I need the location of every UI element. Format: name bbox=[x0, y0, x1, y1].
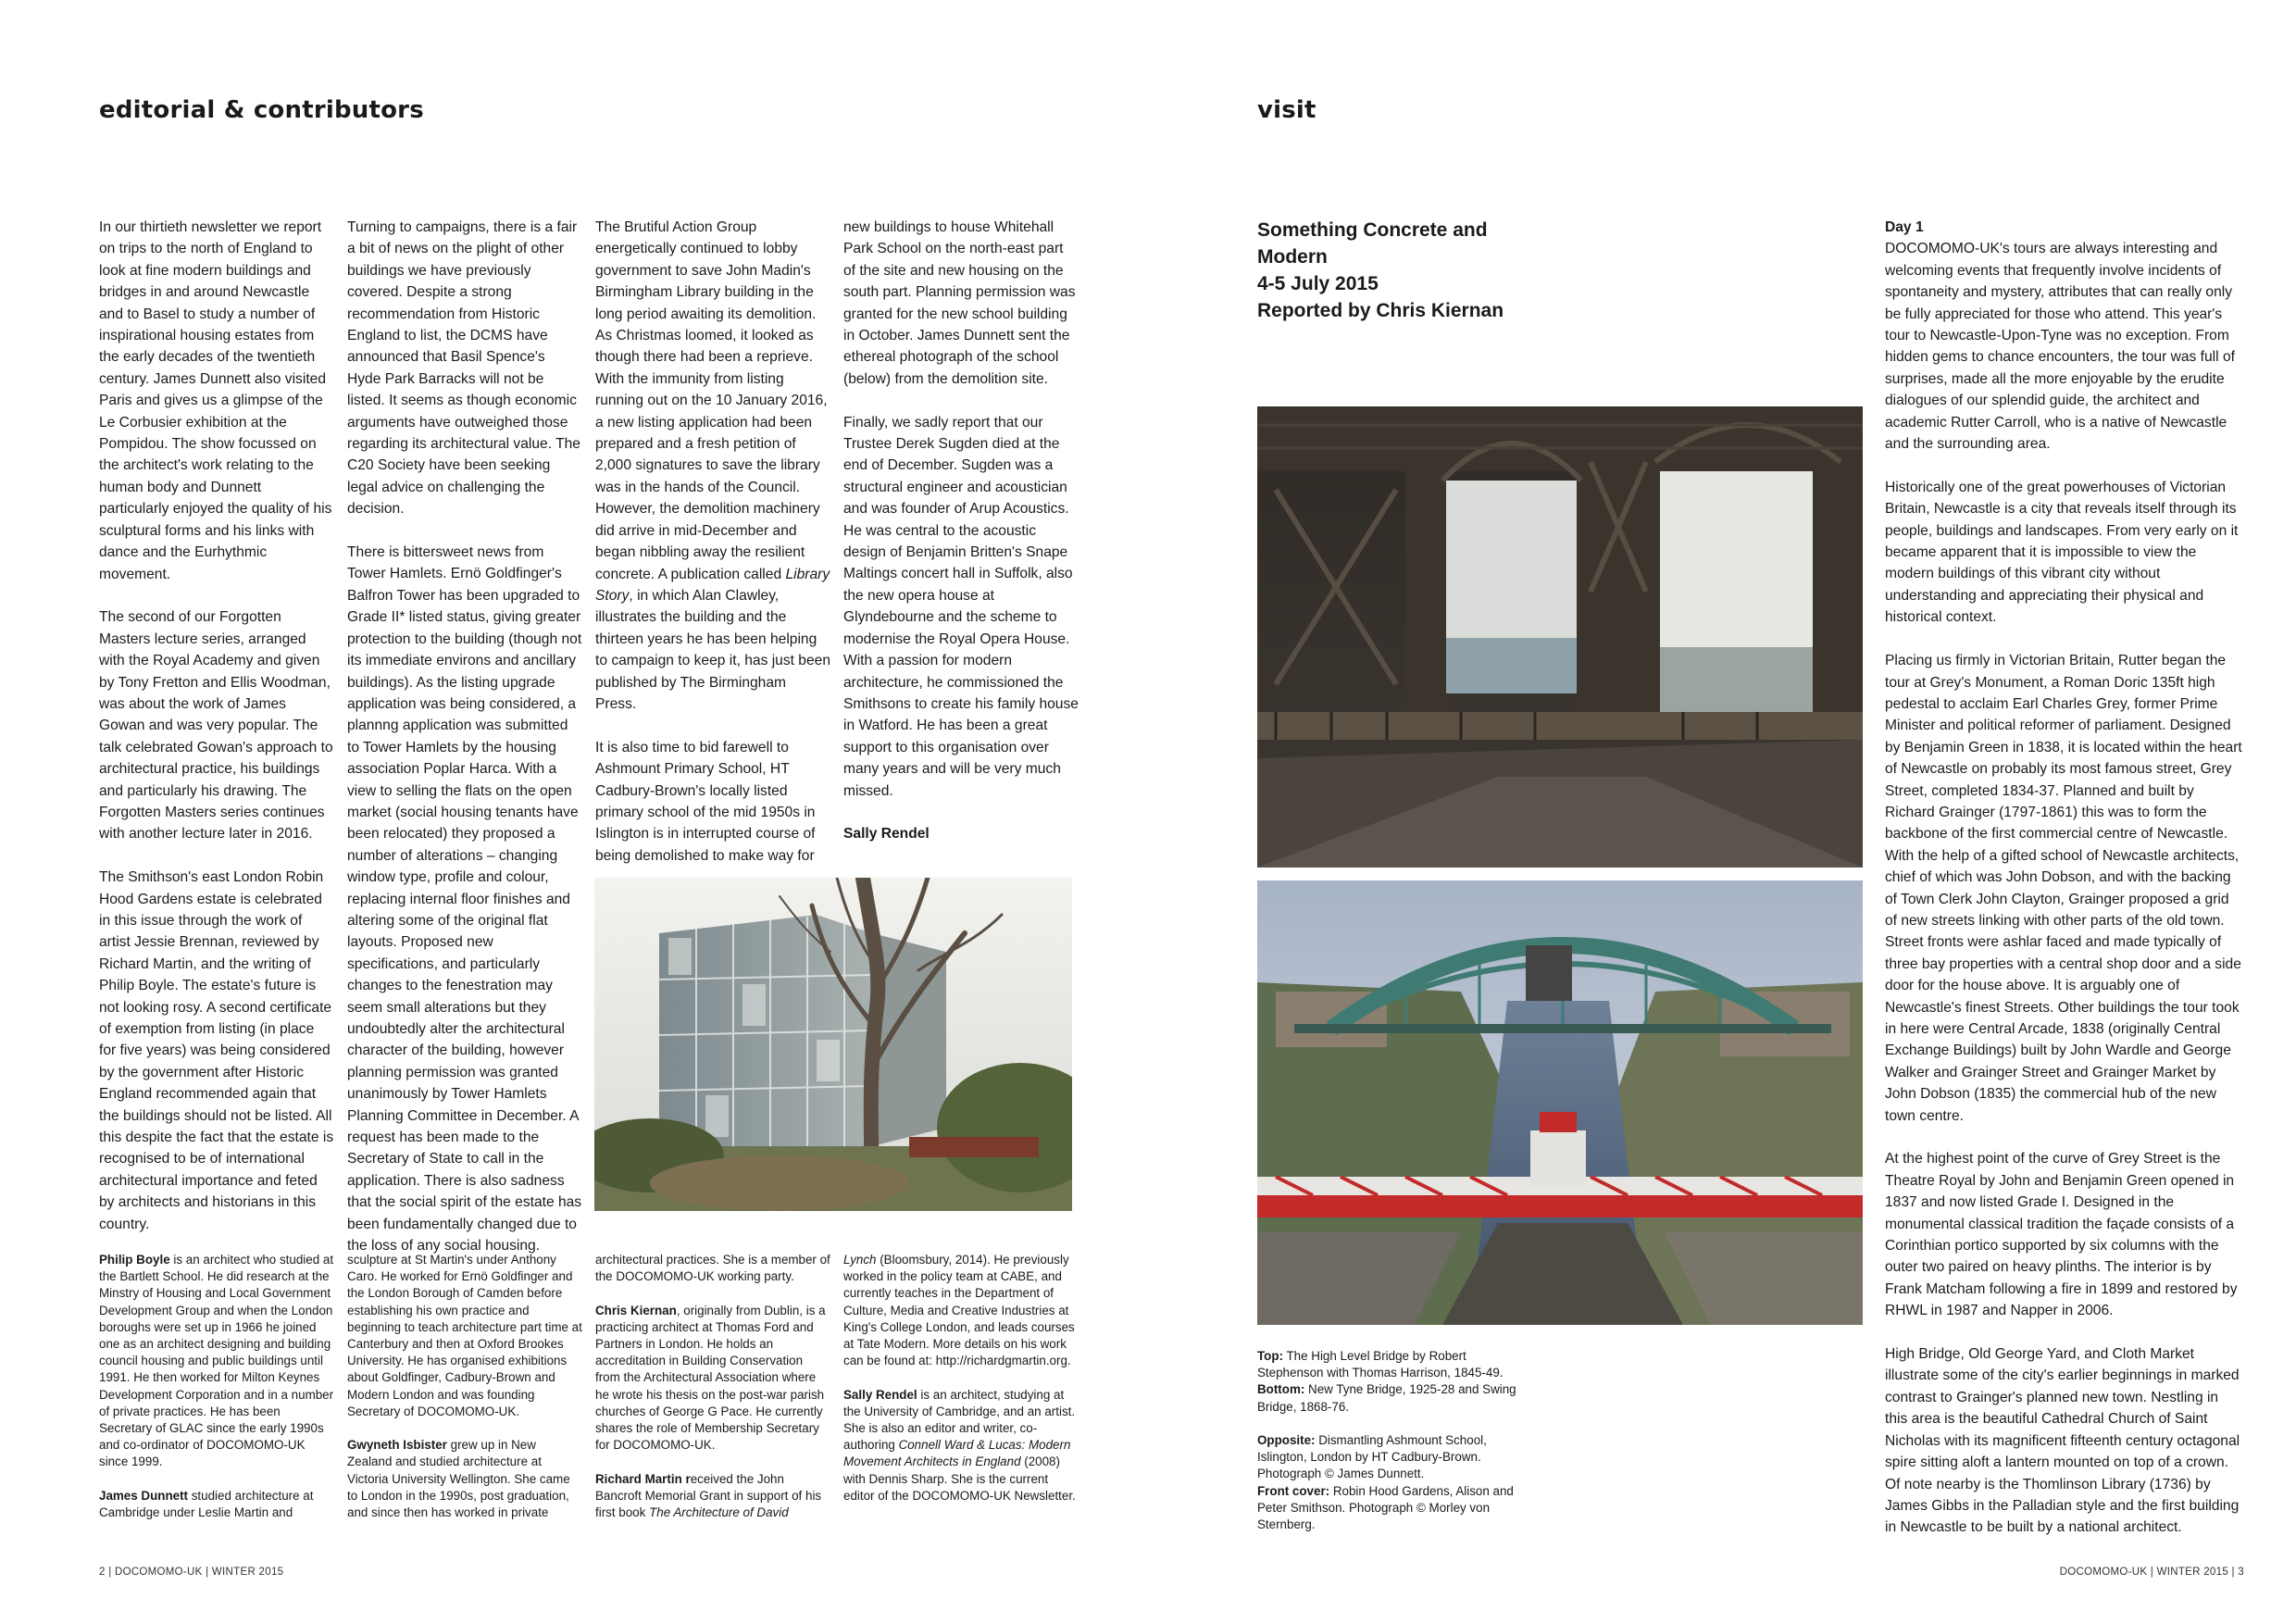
ashmount-school-photo bbox=[594, 878, 1072, 1211]
paragraph: The Smithson's east London Robin Hood Gardens estate is celebrated in this issue through the work of artist Jessie Brennan, reviewed by Richard Martin, and the writing of Philip Boyle. The estate's future is not looking rosy. A second certificate of exemption from listing (in place for five years) was being considered by the government after Historic England recommended again that the buildings should not be listed. All this despite the fact that the estate is recognised to be of international architectural importance and feted by architects and historians in this country. bbox=[99, 869, 334, 1232]
bio-column-4 bbox=[843, 1252, 1079, 1504]
paragraph: At the highest point of the curve of Grey Street is the Theatre Royal by John and Benjamin Green opened in 1837 and now listed Grade I. Designed in the monumental classical tradition the façade consists of a Corinthian portico supported by six columns with the outer two paired on heavy plinths. The interior is by Frank Matcham following a fire in 1899 and restored by RHWL in 1987 and Napper in 2006. bbox=[1885, 1151, 2238, 1319]
caption-front-cover: Front cover: Robin Hood Gardens, Alison and Peter Smithson. Photograph © Morley von Sternberg. bbox=[1257, 1483, 1514, 1532]
editorial-column-3 bbox=[595, 217, 830, 867]
right-page-heading: visit bbox=[1257, 96, 1316, 124]
bio-column-1 bbox=[99, 1252, 334, 1521]
bio-chris-kiernan: Chris Kiernan, originally from Dublin, is a practicing architect at Thomas Ford and Partners in London. He holds an accreditation in Building Conservation from the Architectural Association where he wrote his thesis on the post-war parish churches of George G Pace. He currently shares the role of Membership Secretary for DOCOMOMO-UK. bbox=[595, 1303, 826, 1453]
bio-gwyneth-isbister: Gwyneth Isbister grew up in New Zealand and studied architecture at Victoria University Wellington. She came to London in the 1990s, post graduation, and since then has worked in private bbox=[347, 1438, 570, 1520]
bio-richard-martin: Richard Martin received the John Bancroft Memorial Grant in support of his first book The Architecture of David bbox=[595, 1471, 822, 1520]
paragraph: Turning to campaigns, there is a fair a bit of news on the plight of other buildings we have previously covered. Despite a strong recommendation from Historic England to list, the DCMS have announced that Basil Spence's Hyde Park Barracks will not be listed. It seems as though economic arguments have outweighed those regarding its architectural value. The C20 Society have been seeking legal advice on challenging the decision. bbox=[347, 219, 580, 518]
bio-richard-martin-cont: Lynch (Bloomsbury, 2014). He previously worked in the policy team at CABE, and currently teaches in the Department of Culture, Media and Creative Industries at King's College London, and leads courses at Tate Modern. More details on his work can be found at: http://richardgmartin.org. bbox=[843, 1253, 1075, 1368]
paragraph: Historically one of the great powerhouses of Victorian Britain, Newcastle is a city that reveals itself through its people, buildings and landscapes. From very early on it became apparent that it is impossible to view the modern buildings of this vibrant city without understanding and appreciating their physical and historical context. bbox=[1885, 479, 2239, 626]
photo-caption bbox=[1257, 1348, 1535, 1533]
editorial-column-1 bbox=[99, 217, 334, 1235]
paragraph: It is also time to bid farewell to Ashmount Primary School, HT Cadbury-Brown's locally listed primary school of the mid 1950s in Islington is in interrupted course of being demolished to make way for bbox=[595, 739, 816, 864]
editorial-column-2 bbox=[347, 217, 582, 1256]
editorial-column-4 bbox=[843, 217, 1079, 845]
visit-title-line: 4-5 July 2015 bbox=[1257, 273, 1379, 294]
signature: Sally Rendel bbox=[843, 826, 930, 843]
right-page-footer: DOCOMOMO-UK | WINTER 2015 | 3 bbox=[2059, 1567, 2244, 1578]
visit-title-line: Something Concrete and bbox=[1257, 219, 1488, 241]
visit-title bbox=[1257, 217, 1535, 324]
caption-top: Top: The High Level Bridge by Robert Stephenson with Thomas Harrison, 1845-49. bbox=[1257, 1349, 1504, 1380]
visit-body-column bbox=[1885, 217, 2244, 1539]
bio-column-2 bbox=[347, 1252, 582, 1521]
paragraph: DOCOMOMO-UK's tours are always interesting and welcoming events that frequently involve incidents of spontaneity and mystery, attributes that can really only be fully appreciated for those who attend. This year's tour to Newcastle-Upon-Tyne was no exception. From hidden gems to chance encounters, the tour was full of surprises, made all the more enjoyable by the erudite dialogues of our splendid guide, the architect and academic Rutter Carroll, who is a native of Newcastle and the surrounding area. bbox=[1885, 241, 2235, 453]
bio-james-dunnett-cont: sculpture at St Martin's under Anthony Caro. He worked for Ernö Goldfinger and the London Borough of Camden before establishing his own practice and beginning to teach architecture part time at Canterbury and then at Oxford Brookes University. He has organised exhibitions about Goldfinger, Cadbury-Brown and Modern London and was founding Secretary of DOCOMOMO-UK. bbox=[347, 1253, 582, 1418]
day-label: Day 1 bbox=[1885, 219, 1924, 235]
paragraph: Placing us firmly in Victorian Britain, Rutter began the tour at Grey's Monument, a Roman Doric 135ft high pedestal to acclaim Earl Charles Grey, former Prime Minister and political reformer of parliament. Designed by Benjamin Green in 1838, it is located within the heart of Newcastle on probably its most famous street, Grey Street, completed 1834-37. Planned and built by Richard Grainger (1797-1861) this was to form the backbone of the first commercial centre of Newcastle. With the help of a gifted school of Newcastle architects, chief of which was John Dobson, and with the backing of Town Clerk John Clayton, Grainger proposed a grid of new streets linking with other parts of the old town. Street fronts were ashlar faced and made typically of three bay properties with a central shop door and a side door for the house above. It is arguably one of Newcastle's finest Streets. Other buildings the tour took in here were Central Arcade, 1838 (originally Central Exchange Buildings) built by John Wardle and George Walker and Grainger Street and Grainger Market by John Dobson (1835) the commercial hub of the new town centre. bbox=[1885, 653, 2242, 1124]
bio-gwyneth-isbister-cont: architectural practices. She is a member of the DOCOMOMO-UK working party. bbox=[595, 1253, 830, 1284]
high-level-bridge-photo bbox=[1257, 406, 1863, 868]
paragraph: The second of our Forgotten Masters lecture series, arranged with the Royal Academy and given by Tony Fretton and Ellis Woodman, was about the work of James Gowan and was very popular. The talk celebrated Gowan's approach to architectural practice, his buildings and particularly his drawing. The Forgotten Masters series continues with another lecture later in 2016. bbox=[99, 609, 333, 843]
caption-opposite: Opposite: Dismantling Ashmount School, Islington, London by HT Cadbury-Brown. Photograph © James Dunnett. bbox=[1257, 1433, 1487, 1481]
bio-james-dunnett: James Dunnett studied architecture at Cambridge under Leslie Martin and bbox=[99, 1488, 314, 1520]
caption-bottom: Bottom: New Tyne Bridge, 1925-28 and Swing Bridge, 1868-76. bbox=[1257, 1382, 1516, 1414]
visit-title-line: Modern bbox=[1257, 246, 1328, 268]
paragraph: In our thirtieth newsletter we report on trips to the north of England to look at fine modern buildings and bridges in and around Newcastle and to Basel to study a number of inspirational housing estates from the early decades of the twentieth century. James Dunnett also visited Paris and gives us a glimpse of the Le Corbusier exhibition at the Pompidou. The show focussed on the architect's work relating to the human body and Dunnett particularly enjoyed the quality of his sculptural forms and his links with dance and the Eurhythmic movement. bbox=[99, 219, 332, 582]
paragraph: new buildings to house Whitehall Park School on the north-east part of the site and new housing on the south part. Planning permission was granted for the new school building in October. James Dunnett sent the ethereal photograph of the school (below) from the demolition site. bbox=[843, 219, 1076, 387]
left-page-heading: editorial & contributors bbox=[99, 96, 424, 124]
tyne-bridge-photo bbox=[1257, 880, 1863, 1325]
bio-sally-rendel: Sally Rendel is an architect, studying at the University of Cambridge, and an artist. She is also an editor and writer, co-authoring Connell Ward & Lucas: Modern Movement Architects in England (2008) with Dennis Sharp. She is the current editor of the DOCOMOMO-UK Newsletter. bbox=[843, 1387, 1076, 1503]
paragraph: Finally, we sadly report that our Trustee Derek Sugden died at the end of December. Sugden was a structural engineer and acoustician and was founder of Arup Acoustics. He was central to the acoustic design of Benjamin Britten's Snape Maltings concert hall in Suffolk, also the new opera house at Glyndebourne and the scheme to modernise the Royal Opera House. With a passion for modern architecture, he commissioned the Smithsons to create his family house in Watford. He has been a great support to this organisation over many years and will be very much missed. bbox=[843, 414, 1079, 799]
paragraph: The Brutiful Action Group energetically continued to lobby government to save John Madin's Birmingham Library building in the long period awaiting its demolition. As Christmas loomed, it looked as though there had been a reprieve. With the immunity from listing running out on the 10 January 2016, a new listing application had been prepared and a fresh petition of 2,000 signatures to save the library was in the hands of the Council. However, the demolition machinery did arrive in mid-December and began nibbling away the resilient concrete. A publication called Library Story, in which Alan Clawley, illustrates the building and the thirteen years he has been helping to campaign to keep it, has just been published by The Birmingham Press. bbox=[595, 219, 830, 712]
bio-column-3 bbox=[595, 1252, 830, 1521]
bio-philip-boyle: Philip Boyle is an architect who studied at the Bartlett School. He did research at the Minstry of Housing and Local Government Development Group and when the London boroughs were set up in 1966 he joined one as an architect designing and building council housing and public buildings until 1991. He then worked for Milton Keynes Development Corporation and in a number of private practices. He has been Secretary of GLAC since the early 1990s and co-ordinator of DOCOMOMO-UK since 1999. bbox=[99, 1253, 334, 1469]
paragraph: High Bridge, Old George Yard, and Cloth Market illustrate some of the city's earlier beginnings in marked contrast to Grainger's planned new town. Nestling in this area is the beautiful Cathedral Church of Saint Nicholas with its magnificent fifteenth century octagonal spire sitting aloft a lantern mounted on top of a crown. Of note nearby is the Thomlinson Library (1736) by James Gibbs in the Palladian style and the first building in Newcastle to be built by a national architect. bbox=[1885, 1346, 2240, 1536]
paragraph: There is bittersweet news from Tower Hamlets. Ernö Goldfinger's Balfron Tower has been upgraded to Grade II* listed status, giving greater protection to the building (though not its immediate environs and ancillary buildings). As the listing upgrade application was being considered, a plannng application was submitted to Tower Hamlets by the housing association Poplar Harca. With a view to selling the flats on the open market (social housing tenants have been relocated) they proposed a number of alterations – changing window type, profile and colour, replacing internal floor finishes and altering some of the original flat layouts. Proposed new specifications, and particularly changes to the fenestration may seem small alterations but they undoubtedly alter the architectural character of the building, however planning permission was granted unanimously by Tower Hamlets Planning Committee in December. A request has been made to the Secretary of State to call in the application. There is also sadness that the social spirit of the estate has been fundamentally changed due to the loss of any social housing. bbox=[347, 544, 582, 1255]
visit-title-line: Reported by Chris Kiernan bbox=[1257, 300, 1504, 321]
left-page-footer: 2 | DOCOMOMO-UK | WINTER 2015 bbox=[99, 1567, 284, 1578]
